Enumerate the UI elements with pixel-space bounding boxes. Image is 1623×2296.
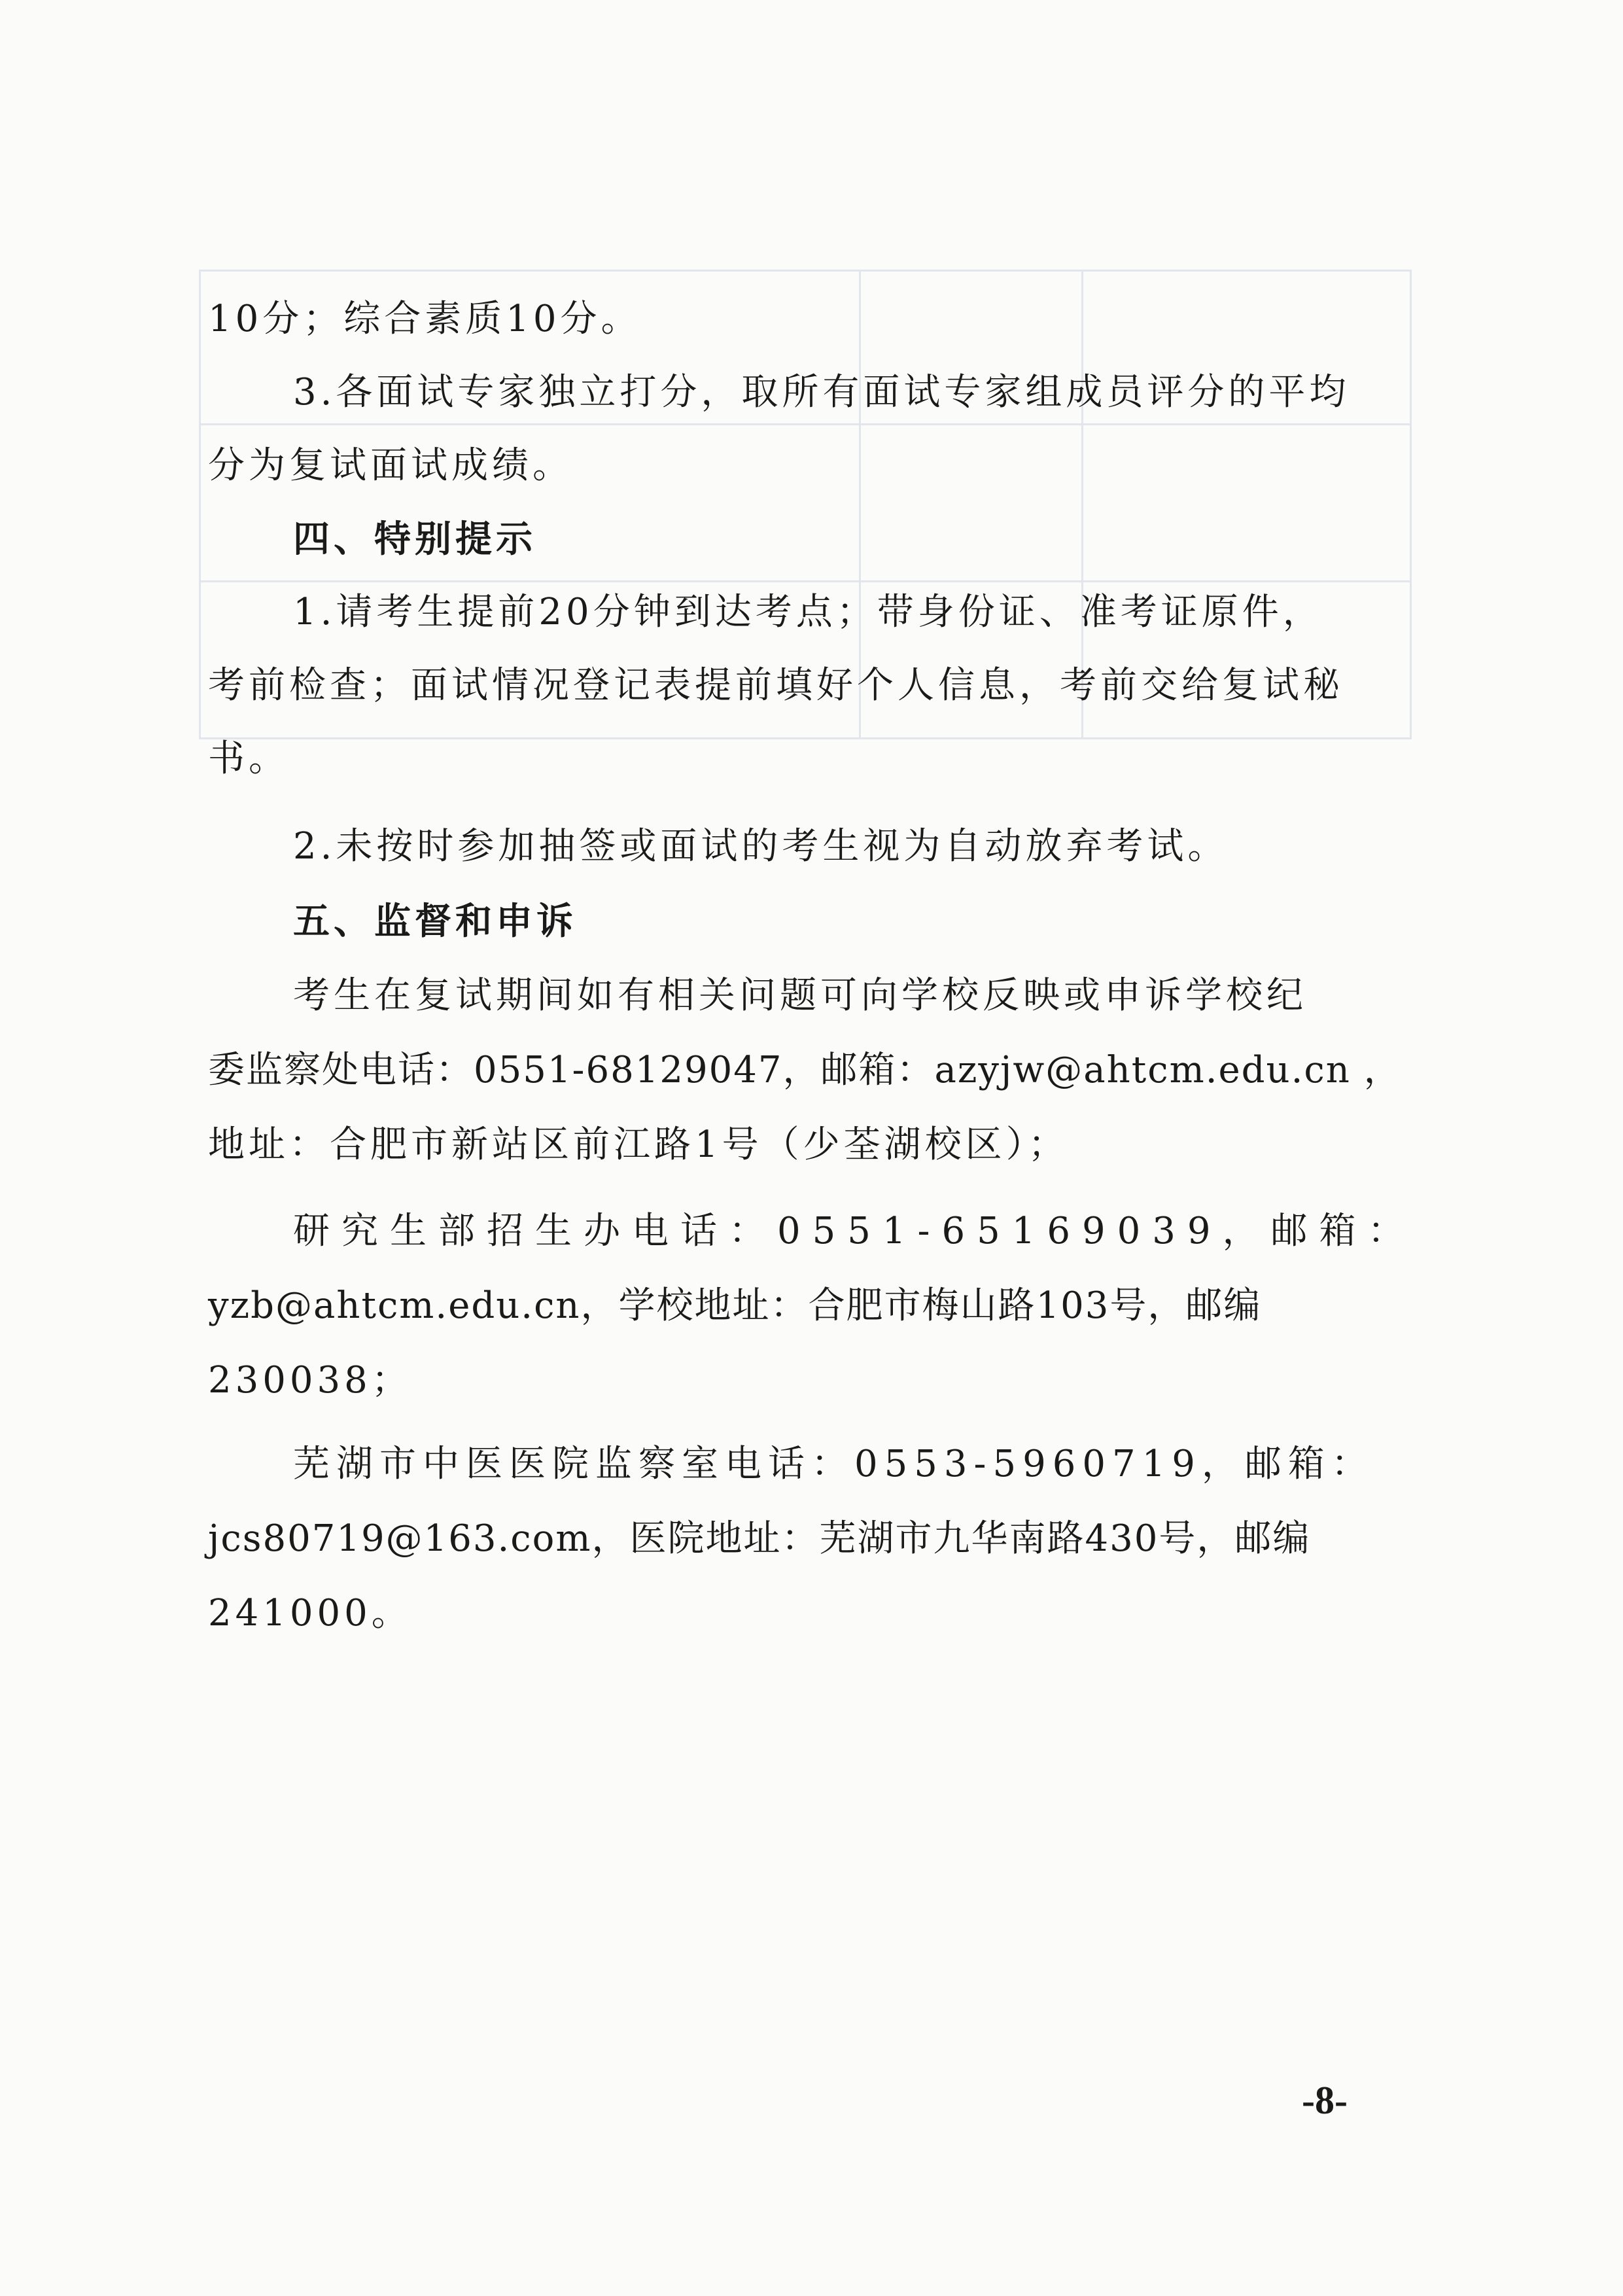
body-line: 地址：合肥市新站区前江路1号（少荃湖校区）； (208, 1123, 1069, 1166)
body-line: 10分；综合素质10分。 (208, 298, 642, 340)
body-line: 芜湖市中医医院监察室电话：0553-5960719，邮箱： (293, 1443, 1374, 1485)
body-line: 委监察处电话：0551-68129047，邮箱：azyjw@ahtcm.edu.cn ， (208, 1049, 1402, 1091)
body-line: 1.请考生提前20分钟到达考点；带身份证、准考证原件， (293, 591, 1323, 633)
body-line: 230038； (208, 1359, 412, 1402)
body-line: jcs80719@163.com，医院地址：芜湖市九华南路430号，邮编 (208, 1517, 1311, 1560)
body-line: 2.未按时参加抽签或面试的考生视为自动放弃考试。 (293, 825, 1229, 868)
body-line: 书。 (208, 737, 289, 780)
ghost-row-line (201, 580, 1410, 582)
body-line: 考前检查；面试情况登记表提前填好个人信息，考前交给复试秘 (208, 664, 1344, 707)
body-line: 3.各面试专家独立打分，取所有面试专家组成员评分的平均 (293, 371, 1350, 414)
page-number: -8- (1302, 2079, 1348, 2122)
body-line: 研究生部招生办电话：0551-65169039，邮箱： (293, 1210, 1416, 1252)
section-heading: 五、监督和申诉 (293, 900, 577, 943)
body-line: 241000。 (208, 1592, 412, 1634)
ghost-row-line (201, 423, 1410, 425)
body-line: 分为复试面试成绩。 (208, 444, 573, 487)
body-line: yzb@ahtcm.edu.cn，学校地址：合肥市梅山路103号，邮编 (208, 1284, 1262, 1327)
section-heading: 四、特别提示 (293, 518, 536, 561)
body-line: 考生在复试期间如有相关问题可向学校反映或申诉学校纪 (293, 974, 1307, 1017)
